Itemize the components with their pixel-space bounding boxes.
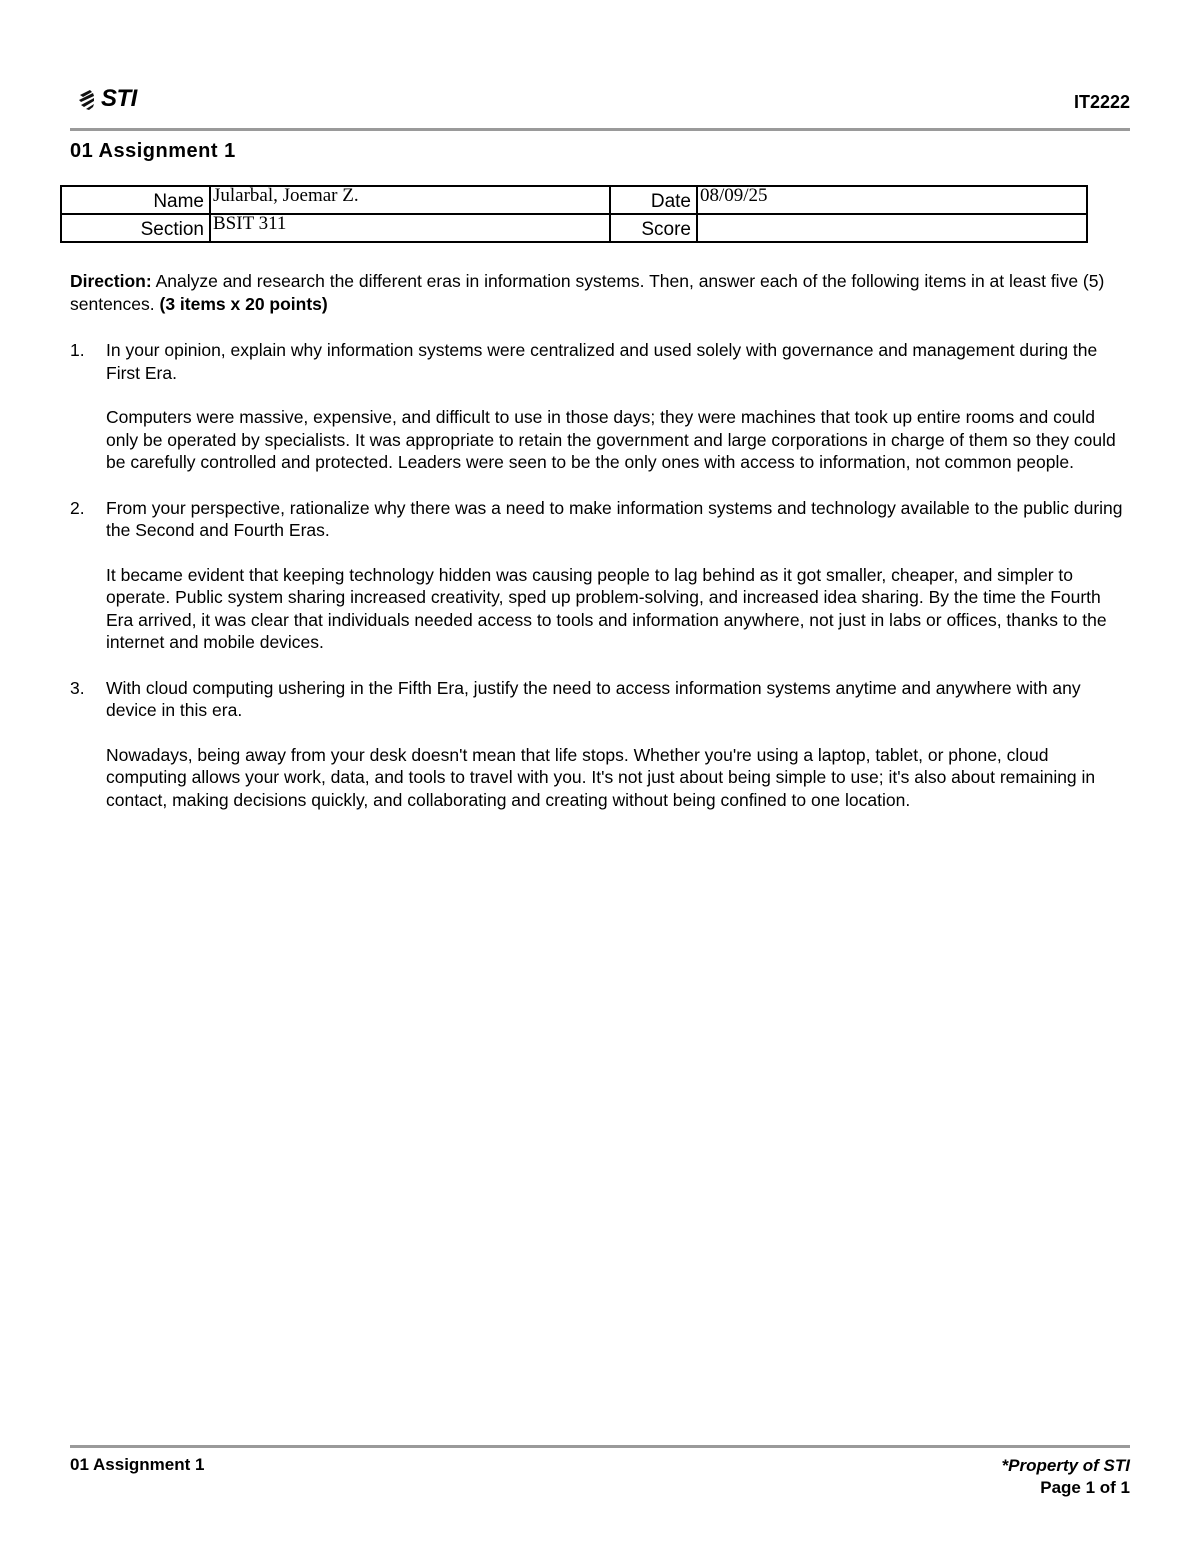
table-row (61, 214, 1087, 242)
list-item (70, 677, 1130, 812)
assignment-content (70, 270, 1130, 834)
page-title: 01 Assignment 1 (70, 140, 236, 162)
section-field[interactable]: BSIT 311 (210, 214, 610, 242)
direction-label: Direction: (70, 271, 152, 291)
score-field[interactable] (697, 214, 1087, 242)
table-row (61, 186, 1087, 214)
sti-globe-icon (78, 87, 100, 111)
item-question: In your opinion, explain why information systems were centralized and used solely with governance and management during the First Era. (106, 340, 1098, 383)
direction-text: Analyze and research the different eras in information systems. Then, answer each of the following items in at least five (5) sentences. (70, 271, 1105, 314)
item-answer: It became evident that keeping technology hidden was causing people to lag behind as it got smaller, cheaper, and simpler to operate. Public system sharing increased creativity, sped up problem-solving, and increased idea sharing. By the time the Fourth Era arrived, it was clear that individuals needed access to tools and information anywhere, not just in labs or offices, thanks to the internet and mobile devices. (106, 564, 1107, 652)
item-number: 3. (70, 677, 85, 698)
footer-divider (70, 1445, 1130, 1448)
direction-points: (3 items x 20 points) (159, 293, 328, 314)
name-field[interactable]: Jularbal, Joemar Z. (210, 186, 610, 214)
direction-paragraph (70, 270, 1130, 315)
footer-title: 01 Assignment 1 (70, 1455, 205, 1474)
list-item (70, 497, 1130, 654)
list-item (70, 339, 1130, 474)
course-code: IT2222 (1073, 92, 1130, 112)
logo-text: STI (101, 85, 137, 112)
item-question: With cloud computing ushering in the Fifth Era, justify the need to access information systems anytime and anywhere with any device in this era. (106, 677, 1081, 720)
date-label: Date (610, 186, 697, 214)
student-info-table (60, 185, 1088, 243)
page-number: Page 1 of 1 (1040, 1478, 1130, 1497)
item-answer: Nowadays, being away from your desk doesn't mean that life stops. Whether you're using a laptop, tablet, or phone, cloud computing allows your work, data, and tools to travel with you. It's not just about being simple to use; it's also about remaining in contact, making decisions quickly, and collaborating and creating without being confined to one location. (106, 744, 1096, 810)
item-number: 2. (70, 497, 85, 518)
item-question: From your perspective, rationalize why there was a need to make information systems and technology available to the public during the Second and Fourth Eras. (106, 497, 1123, 540)
score-label: Score (610, 214, 697, 242)
sti-logo (78, 86, 137, 112)
property-notice: *Property of STI (1001, 1456, 1130, 1475)
footer-right (1002, 1455, 1130, 1499)
date-field[interactable]: 08/09/25 (697, 186, 1087, 214)
item-number: 1. (70, 340, 85, 360)
item-answer: Computers were massive, expensive, and difficult to use in those days; they were machines that took up entire rooms and could only be operated by specialists. It was appropriate to retain the government and large corporations in charge of them so they could be carefully controlled and protected. Leaders were seen to be the only ones with access to information, not common people. (106, 407, 1116, 472)
section-label: Section (61, 214, 210, 242)
header-divider (70, 128, 1130, 131)
name-label: Name (61, 186, 210, 214)
